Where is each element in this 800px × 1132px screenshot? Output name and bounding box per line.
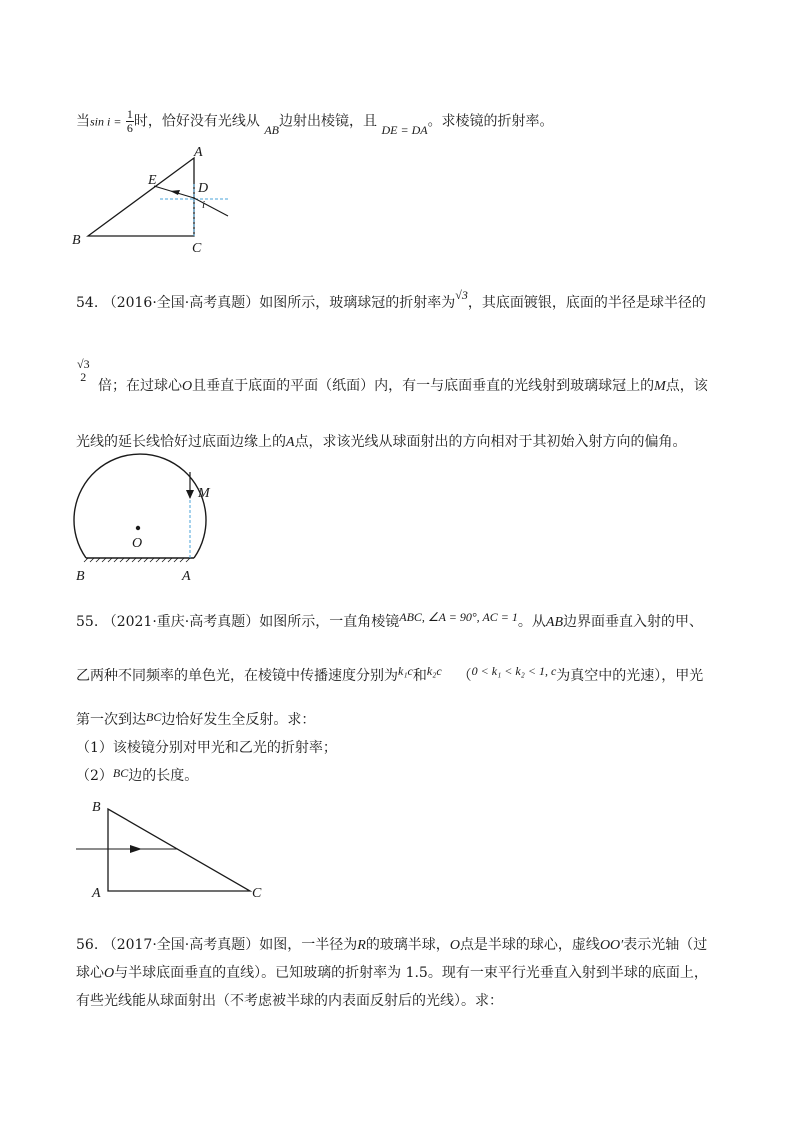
q55-line3: 第一次到达BC边恰好发生全反射。求： — [76, 710, 316, 728]
q55-label-b: B — [92, 800, 101, 815]
q53-condition: 当sin i = $\frac{1}{6}$ 时，恰好没有光线从 AB边射出棱镜，且 DE = DA。求棱镜的折射率。 — [76, 107, 554, 137]
q56-line1: 56. （2017·全国·高考真题）如图，一半径为R的玻璃半球，O点是半球的球心，虚线OO′表示光轴（过 — [76, 937, 708, 953]
q53-label-d: D — [198, 181, 209, 196]
q54-sphere-cap-figure — [70, 470, 220, 585]
q54-line1: 54. （2016·全国·高考真题）如图所示，玻璃球冠的折射率为√3，其底面镀银，底面的半径是球半径的 — [76, 288, 706, 311]
q53-label-a: A — [194, 145, 203, 160]
q55-prism-figure — [70, 795, 280, 905]
q55-label-c: C — [252, 886, 262, 901]
q54-fraction: √3 2 — [77, 357, 90, 384]
q53-label-c: C — [192, 241, 202, 256]
q54-line2: 倍；在过球心O且垂直于底面的平面（纸面）内，有一与底面垂直的光线射到玻璃球冠上的M点，该 — [98, 378, 708, 394]
q56-line3: 有些光线能从球面射出（不考虑被半球的内表面反射后的光线）。求： — [76, 993, 503, 1009]
sqrt3: √3 — [455, 288, 468, 302]
q53-prism-figure — [70, 140, 250, 255]
q56-line2: 球心O与半球底面垂直的直线）。已知玻璃的折射率为 1.5。现有一束平行光垂直入射到半球的底面上， — [76, 965, 708, 981]
q55-label-a: A — [92, 886, 101, 901]
q55-item1: （1）该棱镜分别对甲光和乙光的折射率； — [76, 740, 337, 756]
q55-line2: 乙两种不同频率的单色光，在棱镜中传播速度分别为k₁c和k₂c （0 < k₁ < k₂ < 1, c为真空中的光速），甲光 — [76, 664, 704, 684]
q54-label-a: A — [182, 569, 191, 584]
fraction-one-sixth: $\frac{1}{6}$ — [126, 107, 133, 135]
q54-label-m: M — [198, 486, 210, 501]
sin-expression: sin i = — [90, 114, 122, 129]
q54-label-o: O — [132, 536, 143, 551]
q53-label-e: E — [148, 173, 157, 188]
q55-item2: （2）BC边的长度。 — [76, 766, 199, 784]
q53-label-i: i — [202, 199, 206, 211]
q54-line3: 光线的延长线恰好过底面边缘上的A点，求该光线从球面射出的方向相对于其初始入射方向的偏角。 — [76, 434, 687, 450]
q55-line1: 55. （2021·重庆·高考真题）如图所示，一直角棱镜ABC, ∠A = 90°, AC = 1。从AB边界面垂直入射的甲、 — [76, 610, 704, 630]
q54-label-b: B — [76, 569, 85, 584]
q53-label-b: B — [72, 233, 81, 248]
